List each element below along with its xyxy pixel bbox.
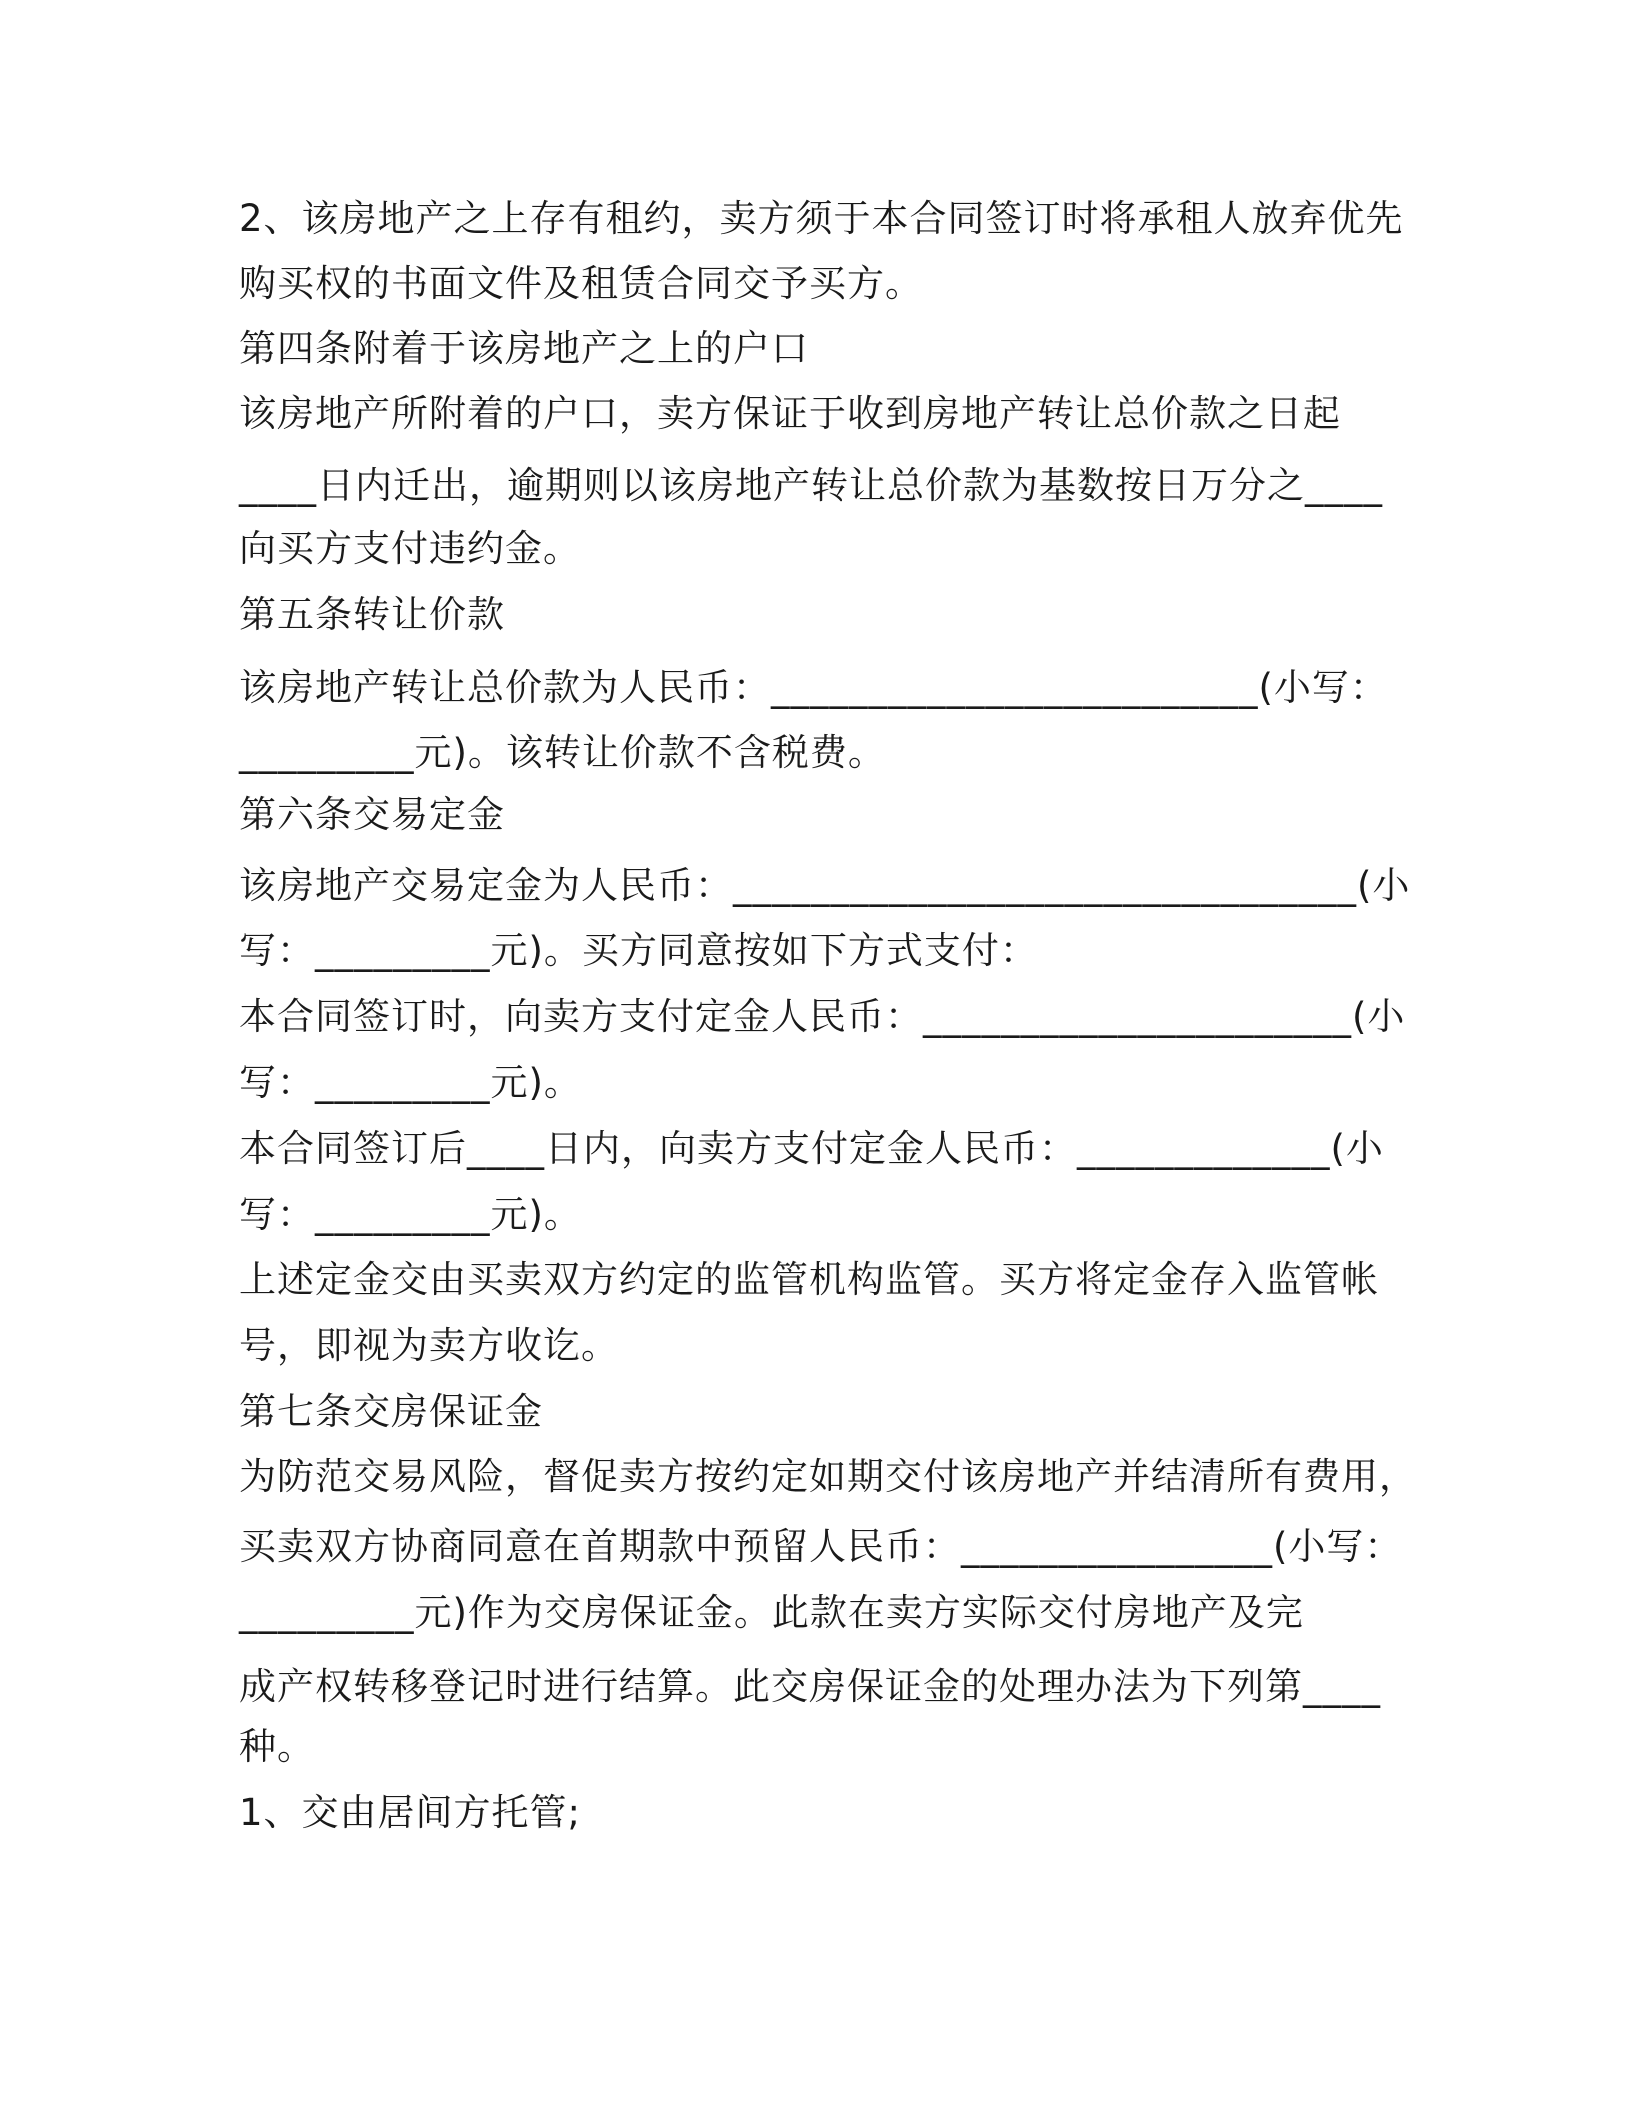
text-line: 向买方支付违约金。	[239, 527, 581, 570]
text-line: 种。	[239, 1725, 315, 1768]
section-heading: 第四条附着于该房地产之上的户口	[239, 327, 809, 370]
text-line: 写：_________元)。	[239, 1061, 582, 1104]
text-line: 号，即视为卖方收讫。	[239, 1324, 619, 1367]
text-line: 成产权转移登记时进行结算。此交房保证金的处理办法为下列第____	[239, 1665, 1381, 1708]
text-line: 购买权的书面文件及租赁合同交予买方。	[239, 262, 923, 305]
section-heading: 第五条转让价款	[239, 593, 505, 636]
text-line: 上述定金交由买卖双方约定的监管机构监管。买方将定金存入监管帐	[239, 1258, 1379, 1301]
text-line: 该房地产所附着的户口，卖方保证于收到房地产转让总价款之日起	[239, 392, 1341, 435]
text-line: 本合同签订后____日内，向卖方支付定金人民币：_____________(小	[239, 1127, 1384, 1170]
text-line: _________元)作为交房保证金。此款在卖方实际交付房地产及完	[239, 1591, 1304, 1634]
text-line: _________元)。该转让价款不含税费。	[239, 731, 886, 774]
text-line: 该房地产转让总价款为人民币：_________________________(小写：	[239, 666, 1388, 709]
text-line: 写：_________元)。	[239, 1193, 582, 1236]
text-line: 2、该房地产之上存有租约，卖方须于本合同签订时将承租人放弃优先	[239, 197, 1404, 240]
text-line: 买卖双方协商同意在首期款中预留人民币：________________(小写：	[239, 1525, 1403, 1568]
text-line: 该房地产交易定金为人民币：________________________________(小	[239, 864, 1411, 907]
text-line: 本合同签订时，向卖方支付定金人民币：______________________(小	[239, 995, 1406, 1038]
section-heading: 第六条交易定金	[239, 793, 505, 836]
text-line: 为防范交易风险，督促卖方按约定如期交付该房地产并结清所有费用，	[239, 1455, 1417, 1498]
text-line: ____日内迁出，逾期则以该房地产转让总价款为基数按日万分之____	[239, 464, 1383, 507]
text-line: 写：_________元)。买方同意按如下方式支付：	[239, 929, 1038, 972]
list-item: 1、交由居间方托管;	[239, 1791, 582, 1834]
section-heading: 第七条交房保证金	[239, 1390, 543, 1433]
